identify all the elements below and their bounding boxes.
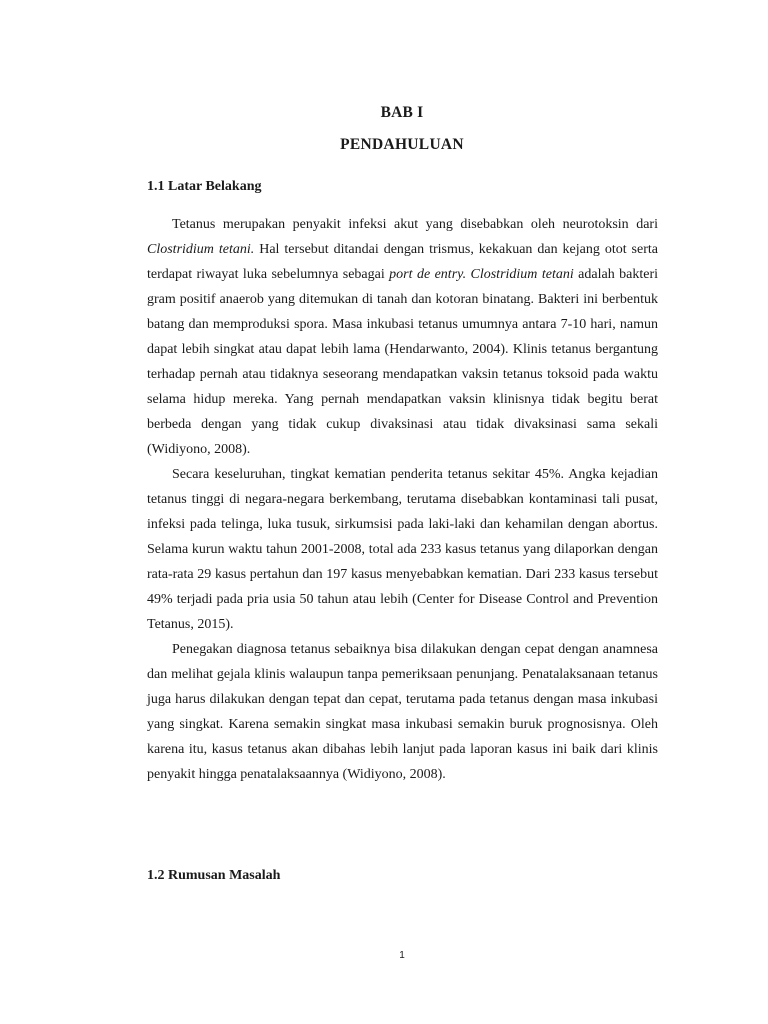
paragraph	[147, 462, 658, 637]
section-heading-latar-belakang: 1.1 Latar Belakang	[147, 179, 262, 194]
section-body-latar-belakang	[147, 212, 658, 787]
text-run: Tetanus merupakan penyakit infeksi akut yang disebabkan oleh neurotoksin dari	[172, 217, 658, 232]
italic-term: Clostridium tetani.	[147, 242, 255, 257]
paragraph	[147, 637, 658, 787]
italic-term: port de entry. Clostridium tetani	[389, 267, 574, 282]
chapter-title: PENDAHULUAN	[340, 136, 464, 153]
text-run: Secara keseluruhan, tingkat kematian penderita tetanus sekitar 45%. Angka kejadian tetanus tinggi di negara-negara berkembang, terutama disebabkan kontaminasi tali pusat, infeksi pada telinga, luka tusuk, sirkumsisi pada laki-laki dan kehamilan dengan abortus. Selama kurun waktu tahun 2001-2008, total ada 233 kasus tetanus yang dilaporkan dengan rata-rata 29 kasus pertahun dan 197 kasus menyebabkan kematian. Dari 233 kasus tersebut 49% terjadi pada pria usia 50 tahun atau lebih (Center for Disease Control and Prevention Tetanus, 2015).	[147, 467, 658, 632]
text-run: adalah bakteri gram positif anaerob yang ditemukan di tanah dan kotoran binatang. Bakteri ini berbentuk batang dan memproduksi spora. Masa inkubasi tetanus umumnya antara 7-10 hari, namun dapat lebih singkat atau dapat lebih lama (Hendarwanto, 2004). Klinis tetanus bergantung terhadap pernah atau tidaknya seseorang mendapatkan vaksin tetanus toksoid pada waktu selama hidup mereka. Yang pernah mendapatkan vaksin klinisnya tidak begitu berat berbeda dengan yang tidak cukup divaksinasi atau tidak divaksinasi sama sekali (Widiyono, 2008).	[147, 267, 658, 457]
chapter-number: BAB I	[380, 104, 424, 121]
text-run: Hal tersebut ditandai dengan trismus, kekakuan dan kejang otot serta terdapat riwayat luka sebelumnya sebagai	[147, 242, 658, 282]
paragraph	[147, 212, 658, 462]
section-heading-rumusan-masalah: 1.2 Rumusan Masalah	[147, 868, 281, 883]
text-run: Penegakan diagnosa tetanus sebaiknya bisa dilakukan dengan cepat dengan anamnesa dan melihat gejala klinis walaupun tanpa pemeriksaan penunjang. Penatalaksanaan tetanus juga harus dilakukan dengan tepat dan cepat, terutama pada tetanus dengan masa inkubasi yang singkat. Karena semakin singkat masa inkubasi semakin buruk prognosisnya. Oleh karena itu, kasus tetanus akan dibahas lebih lanjut pada laporan kasus ini baik dari klinis penyakit hingga penatalaksaannya (Widiyono, 2008).	[147, 642, 658, 782]
page-number: 1	[399, 950, 405, 961]
